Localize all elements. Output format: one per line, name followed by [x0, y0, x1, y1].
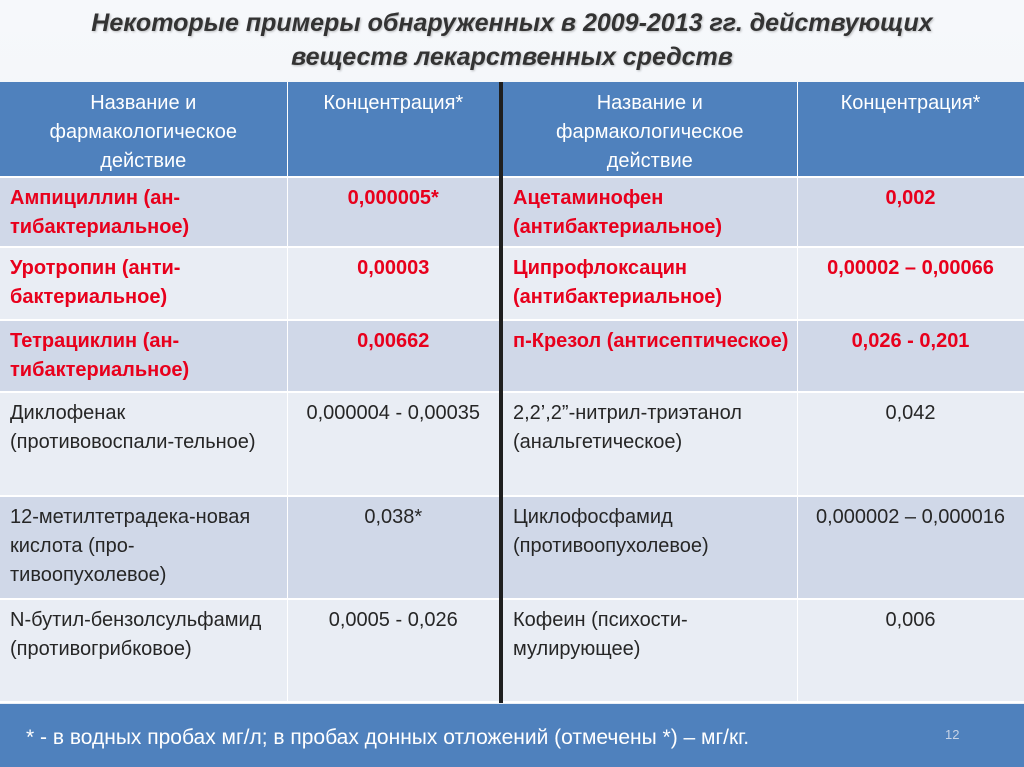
slide-title [0, 0, 1024, 82]
slide-title-line2: веществ лекарственных средств [291, 43, 733, 71]
header-concentration-1: Концентрация* [287, 82, 501, 177]
header-name-1: Название и фармакологическое действие [0, 82, 287, 177]
drug-name-cell: п-Крезол (антисептическое) [501, 320, 797, 392]
concentration-cell: 0,038* [287, 496, 501, 599]
drug-name-cell: Кофеин (психости-мулирующее) [501, 599, 797, 702]
concentration-cell: 0,00003 [287, 247, 501, 320]
drug-name-cell: N-бутил-бензолсульфамид (противогрибковое) [0, 599, 287, 702]
table-row [0, 320, 1024, 392]
concentration-cell: 0,006 [797, 599, 1024, 702]
drug-name-cell: Диклофенак (противовоспали-тельное) [0, 392, 287, 496]
table-row [0, 177, 1024, 247]
drug-concentration-table [0, 82, 1024, 703]
concentration-cell: 0,000005* [287, 177, 501, 247]
concentration-cell: 0,000002 – 0,000016 [797, 496, 1024, 599]
concentration-cell: 0,000004 - 0,00035 [287, 392, 501, 496]
header-name-2: Название и фармакологическое действие [501, 82, 797, 177]
drug-name-cell: Циклофосфамид (противоопухолевое) [501, 496, 797, 599]
table-row [0, 496, 1024, 599]
table-row [0, 392, 1024, 496]
concentration-cell: 0,00002 – 0,00066 [797, 247, 1024, 320]
concentration-cell: 0,026 - 0,201 [797, 320, 1024, 392]
concentration-cell: 0,042 [797, 392, 1024, 496]
slide-title-line1: Некоторые примеры обнаруженных в 2009-2013 гг. действующих [91, 9, 933, 37]
concentration-cell: 0,00662 [287, 320, 501, 392]
drug-name-cell: Ацетаминофен (антибактериальное) [501, 177, 797, 247]
table-row [0, 247, 1024, 320]
concentration-cell: 0,002 [797, 177, 1024, 247]
drug-name-cell: 2,2’,2”-нитрил-триэтанол (анальгетическое) [501, 392, 797, 496]
drug-name-cell: 12-метилтетрадека-новая кислота (про-тивоопухолевое) [0, 496, 287, 599]
header-concentration-2: Концентрация* [797, 82, 1024, 177]
page-number: 12 [945, 727, 960, 742]
concentration-cell: 0,0005 - 0,026 [287, 599, 501, 702]
drug-name-cell: Уротропин (анти-бактериальное) [0, 247, 287, 320]
drug-name-cell: Тетрациклин (ан-тибактериальное) [0, 320, 287, 392]
table-row [0, 599, 1024, 702]
table-header-row [0, 82, 1024, 177]
drug-name-cell: Ампициллин (ан-тибактериальное) [0, 177, 287, 247]
footnote: * - в водных пробах мг/л; в пробах донных отложений (отмечены *) – мг/кг. [26, 726, 750, 749]
drug-name-cell: Ципрофлоксацин (антибактериальное) [501, 247, 797, 320]
